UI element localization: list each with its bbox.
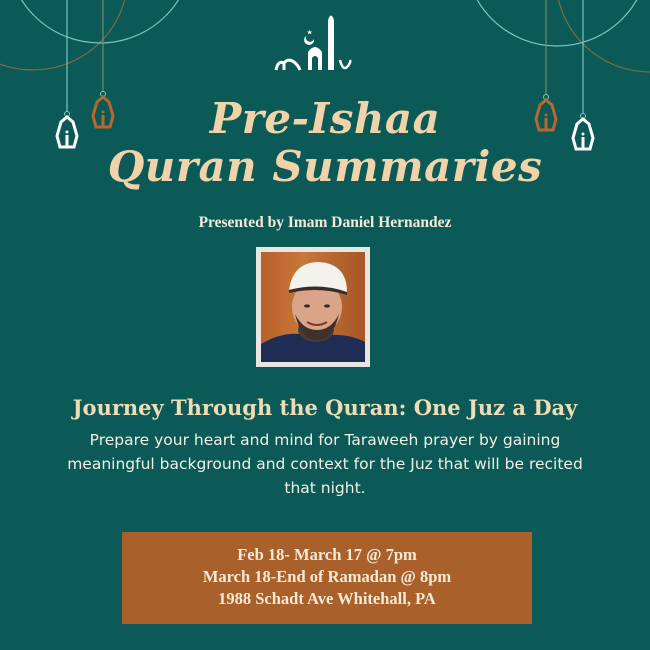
imam-photo-frame [256,247,370,367]
event-description: Prepare your heart and mind for Taraweeh prayer by gaining meaningful background and context for the Juz that will be recited that night. [67,431,583,497]
mosque-crescent-logo-icon [270,8,360,74]
title-line-1: Pre-Ishaa [209,94,441,143]
schedule-box [122,532,532,624]
imam-photo [261,252,365,362]
schedule-line-2: March 18-End of Ramadan @ 8pm [202,567,452,586]
event-subtitle: Journey Through the Quran: One Juz a Day [72,395,578,420]
schedule-line-1: Feb 18- March 17 @ 7pm [237,545,417,564]
presenter-credit: Presented by Imam Daniel Hernandez [198,214,452,231]
address-line: 1988 Schadt Ave Whitehall, PA [218,589,436,608]
title-line-2: Quran Summaries [107,142,543,191]
